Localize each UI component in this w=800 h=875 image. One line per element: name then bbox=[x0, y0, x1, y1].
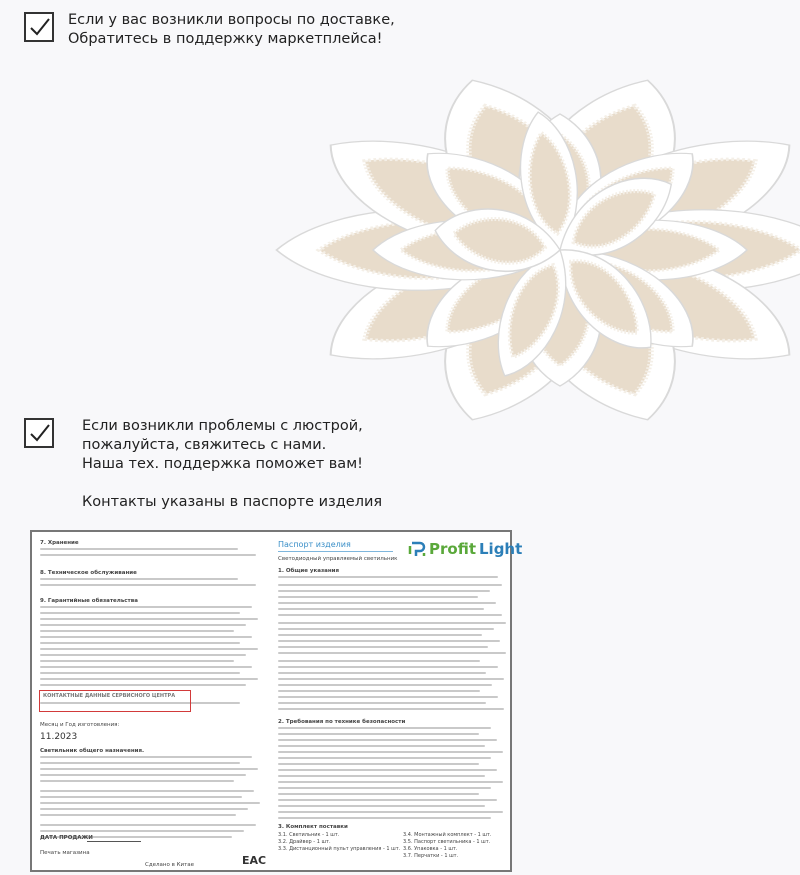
eac-mark: ЕАС bbox=[242, 854, 267, 867]
section-heading: 9. Гарантийные обязательства bbox=[40, 598, 138, 604]
chandelier-image bbox=[200, 20, 800, 460]
text-line bbox=[40, 790, 254, 792]
text-line bbox=[278, 805, 485, 807]
text-line bbox=[278, 622, 506, 624]
checkmark-icon bbox=[24, 12, 54, 42]
text-line bbox=[278, 640, 500, 642]
message-line: Если возникли проблемы с люстрой, bbox=[82, 418, 363, 434]
section-heading: 3. Комплект поставки bbox=[278, 824, 348, 830]
text-line bbox=[40, 578, 238, 580]
section-heading: 2. Требования по технике безопасности bbox=[278, 719, 406, 725]
text-line bbox=[278, 763, 479, 765]
kit-item: 3.3. Дистанционный пульт управления - 1 шт. bbox=[278, 846, 401, 852]
message-line: Наша тех. поддержка поможет вам! bbox=[82, 456, 363, 472]
section-heading: Светильник общего назначения. bbox=[40, 748, 145, 754]
text-line bbox=[40, 548, 238, 550]
text-line bbox=[40, 802, 260, 804]
text-line bbox=[40, 808, 248, 810]
text-line bbox=[40, 678, 258, 680]
kit-item: 3.1. Светильник - 1 шт. bbox=[278, 832, 340, 838]
text-line bbox=[278, 817, 491, 819]
text-line bbox=[40, 666, 252, 668]
section-heading: 1. Общие указания bbox=[278, 568, 340, 574]
passport-title: Паспорт изделия bbox=[278, 540, 351, 549]
text-line bbox=[40, 606, 252, 608]
text-line bbox=[278, 799, 497, 801]
text-line bbox=[278, 727, 491, 729]
text-line bbox=[40, 796, 242, 798]
service-center-label: КОНТАКТНЫЕ ДАННЫЕ СЕРВИСНОГО ЦЕНТРА bbox=[43, 693, 176, 699]
text-line bbox=[40, 648, 258, 650]
text-line bbox=[278, 751, 503, 753]
made-in-label: Сделано в Китае bbox=[145, 862, 195, 868]
section-heading: 8. Техническое обслуживание bbox=[40, 570, 137, 576]
text-line bbox=[40, 824, 256, 826]
text-line bbox=[278, 733, 479, 735]
text-line bbox=[278, 739, 497, 741]
message-line: Обратитесь в поддержку маркетплейса! bbox=[68, 31, 383, 47]
text-line bbox=[40, 654, 246, 656]
text-line bbox=[40, 830, 244, 832]
text-line bbox=[278, 596, 478, 598]
kit-item: 3.5. Паспорт светильника - 1 шт. bbox=[403, 839, 491, 845]
message-line: пожалуйста, свяжитесь с нами. bbox=[82, 437, 327, 453]
text-line bbox=[278, 584, 502, 586]
text-line bbox=[278, 672, 486, 674]
text-line bbox=[278, 708, 504, 710]
message-line: Если у вас возникли вопросы по доставке, bbox=[68, 12, 395, 28]
manufacture-label: Месяц и Год изготовления: bbox=[40, 722, 120, 728]
text-line bbox=[40, 814, 236, 816]
text-line bbox=[278, 696, 498, 698]
text-line bbox=[40, 660, 234, 662]
kit-item: 3.2. Драйвер - 1 шт. bbox=[278, 839, 331, 845]
text-line bbox=[40, 768, 258, 770]
text-line bbox=[278, 684, 492, 686]
kit-item: 3.4. Монтажный комплект - 1 шт. bbox=[403, 832, 492, 838]
text-line bbox=[278, 775, 485, 777]
text-line bbox=[40, 554, 256, 556]
text-line bbox=[40, 584, 256, 586]
message-line: Контакты указаны в паспорте изделия bbox=[82, 494, 383, 510]
title-underline bbox=[278, 551, 393, 552]
logo-icon bbox=[408, 540, 426, 558]
text-line bbox=[278, 787, 491, 789]
text-line bbox=[278, 678, 504, 680]
text-line bbox=[40, 624, 246, 626]
stamp-label: Печать магазина bbox=[40, 850, 90, 856]
kit-list bbox=[278, 832, 503, 859]
text-line bbox=[40, 672, 240, 674]
support-message bbox=[82, 417, 382, 512]
text-line bbox=[278, 690, 480, 692]
product-passport bbox=[30, 530, 523, 872]
manufacture-date: 11.2023 bbox=[40, 732, 78, 742]
checkmark-icon bbox=[24, 418, 54, 448]
text-line bbox=[278, 757, 491, 759]
text-line bbox=[278, 608, 484, 610]
text-line bbox=[40, 642, 240, 644]
text-line bbox=[40, 636, 252, 638]
text-line bbox=[278, 811, 503, 813]
sale-date-label: ДАТА ПРОДАЖИ bbox=[40, 835, 93, 841]
profit-light-logo bbox=[408, 540, 522, 558]
text-line bbox=[40, 774, 246, 776]
text-line bbox=[40, 756, 252, 758]
text-line bbox=[278, 614, 502, 616]
text-line bbox=[278, 666, 498, 668]
text-line bbox=[278, 702, 486, 704]
text-line bbox=[278, 793, 479, 795]
text-line bbox=[40, 618, 258, 620]
text-line bbox=[278, 769, 497, 771]
text-line bbox=[278, 660, 480, 662]
text-line bbox=[278, 628, 494, 630]
text-line bbox=[40, 612, 240, 614]
text-line bbox=[40, 780, 234, 782]
kit-item: 3.6. Упаковка - 1 шт. bbox=[403, 846, 458, 852]
text-line bbox=[278, 576, 498, 578]
text-line bbox=[278, 646, 488, 648]
text-line bbox=[278, 745, 485, 747]
text-line bbox=[40, 762, 240, 764]
sale-date-line bbox=[87, 841, 141, 842]
text-line bbox=[278, 602, 496, 604]
text-line bbox=[278, 652, 506, 654]
text-line bbox=[278, 590, 490, 592]
logo-text: Light bbox=[479, 540, 523, 558]
kit-item: 3.7. Перчатки - 1 шт. bbox=[403, 853, 459, 859]
text-line bbox=[278, 634, 482, 636]
passport-subtitle: Светодиодный управляемый светильник bbox=[278, 556, 398, 562]
text-line bbox=[40, 684, 246, 686]
text-line bbox=[278, 781, 503, 783]
text-line bbox=[40, 630, 234, 632]
logo-text: Profit bbox=[429, 540, 476, 558]
section-heading: 7. Хранение bbox=[40, 540, 79, 546]
